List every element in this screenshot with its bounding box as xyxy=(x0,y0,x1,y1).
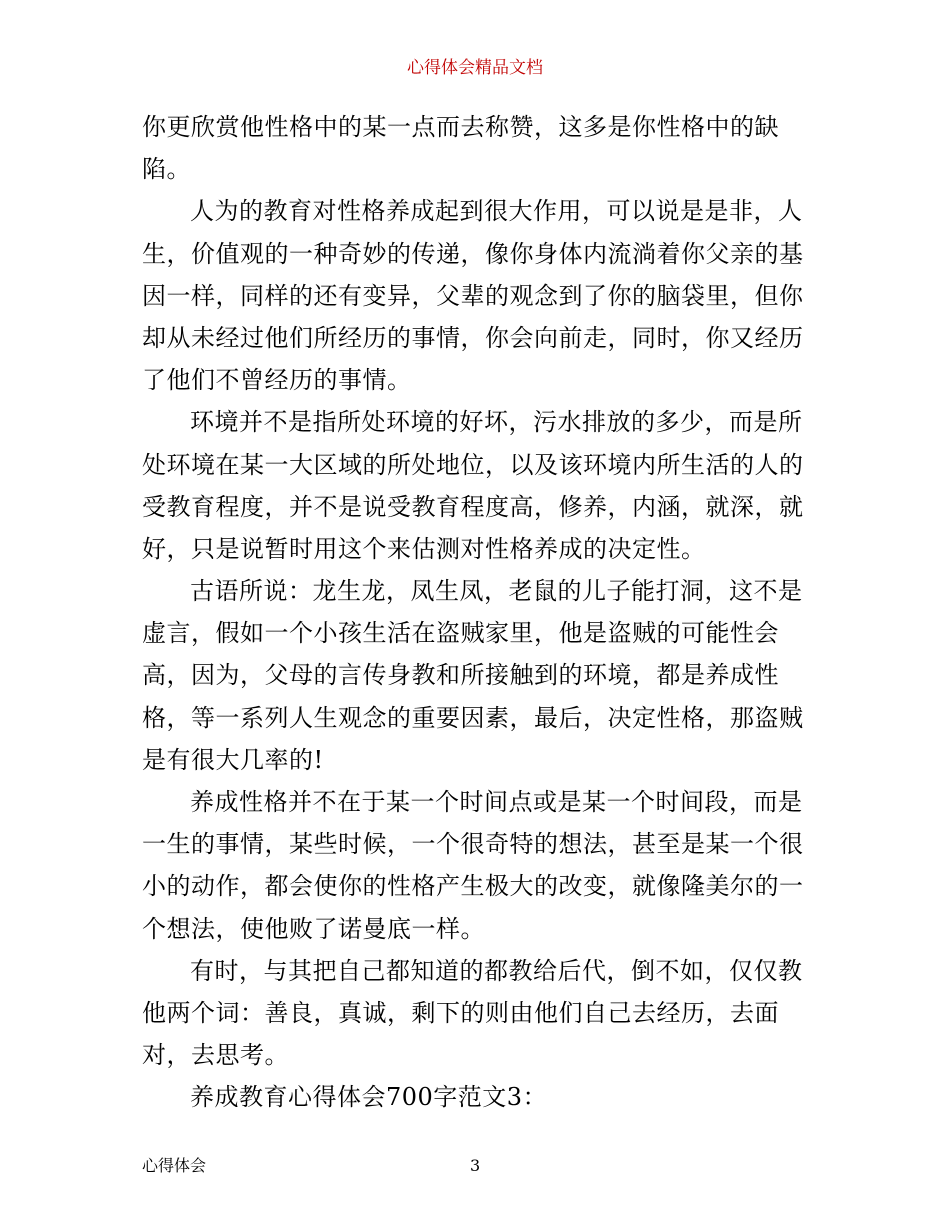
text-line: 是有很大几率的! xyxy=(142,745,324,774)
text-line: 好，只是说暂时用这个来估测对性格养成的决定性。 xyxy=(142,534,706,563)
text-line: 生，价值观的一种奇妙的传递，像你身体内流淌着你父亲的基 xyxy=(142,239,804,268)
text-line: 养成教育心得体会700字范文3： xyxy=(190,1083,548,1112)
text-line: 格，等一系列人生观念的重要因素，最后，决定性格，那盗贼 xyxy=(142,703,804,732)
text-line: 一生的事情，某些时候，一个很奇特的想法，甚至是某一个很 xyxy=(142,830,804,859)
page-footer xyxy=(142,1154,814,1178)
text-line: 养成性格并不在于某一个时间点或是某一个时间段，而是 xyxy=(190,788,803,816)
text-line: 古语所说：龙生龙，凤生凤，老鼠的儿子能打洞，这不是 xyxy=(190,577,803,606)
text-line: 陷。 xyxy=(142,155,191,184)
document-body xyxy=(142,106,814,1119)
text-line: 人为的教育对性格养成起到很大作用，可以说是是非，人 xyxy=(190,197,803,226)
page-header-title: 心得体会精品文档 xyxy=(407,58,543,78)
text-line: 因一样，同样的还有变异，父辈的观念到了你的脑袋里，但你 xyxy=(142,281,804,310)
text-line: 小的动作，都会使你的性格产生极大的改变，就像隆美尔的一 xyxy=(142,872,804,901)
text-line: 对，去思考。 xyxy=(142,1041,289,1070)
text-line: 个想法，使他败了诺曼底一样。 xyxy=(142,914,485,943)
page-number: 3 xyxy=(470,1156,481,1175)
text-line: 他两个词：善良，真诚，剩下的则由他们自己去经历，去面 xyxy=(142,998,779,1027)
text-line: 了他们不曾经历的事情。 xyxy=(142,366,412,395)
text-line: 环境并不是指所处环境的好坏，污水排放的多少，而是所 xyxy=(190,408,803,437)
text-line: 却从未经过他们所经历的事情，你会向前走，同时，你又经历 xyxy=(142,323,804,352)
footer-label: 心得体会 xyxy=(142,1156,207,1175)
text-line: 有时，与其把自己都知道的都教给后代，倒不如，仅仅教 xyxy=(190,956,803,985)
text-line: 处环境在某一大区域的所处地位，以及该环境内所生活的人的 xyxy=(142,450,804,479)
text-line: 虚言，假如一个小孩生活在盗贼家里，他是盗贼的可能性会 xyxy=(142,619,779,648)
text-line: 受教育程度，并不是说受教育程度高，修养，内涵，就深，就 xyxy=(142,492,804,521)
text-line: 你更欣赏他性格中的某一点而去称赞，这多是你性格中的缺 xyxy=(142,113,779,141)
text-line: 高，因为，父母的言传身教和所接触到的环境，都是养成性 xyxy=(142,661,779,690)
